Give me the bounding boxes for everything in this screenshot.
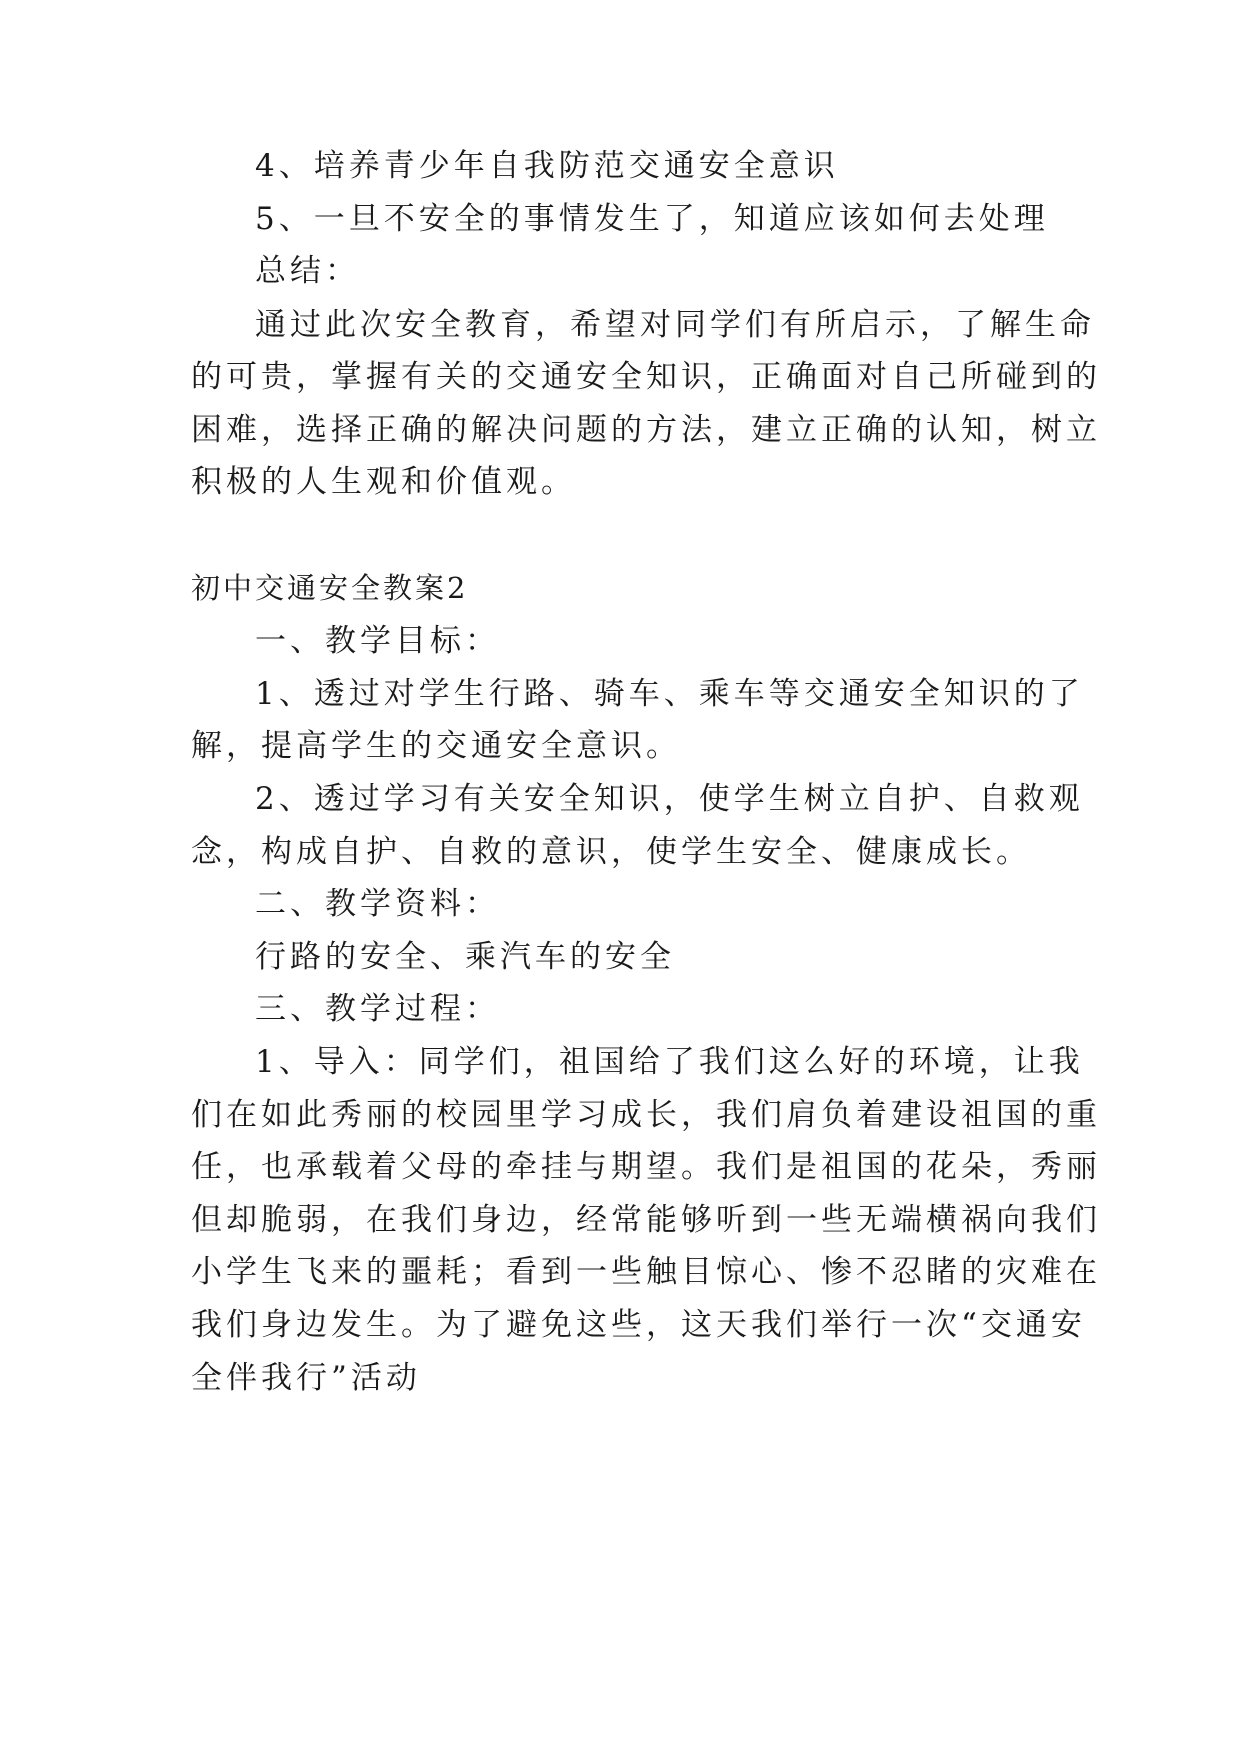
goal1-line: 1、透过对学生行路、骑车、乘车等交通安全知识的了 <box>255 676 1084 712</box>
goal1-line: 解，提高学生的交通安全意识。 <box>191 728 681 764</box>
intro-line: 们在如此秀丽的校园里学习成长，我们肩负着建设祖国的重 <box>191 1097 1101 1133</box>
list-item-4: 4、培养青少年自我防范交通安全意识 <box>255 148 839 184</box>
summary-heading: 总结： <box>255 253 360 289</box>
goal2-line: 念，构成自护、自救的意识，使学生安全、健康成长。 <box>191 834 1031 870</box>
section-title: 初中交通安全教案2 <box>191 571 469 605</box>
summary-line: 的可贵，掌握有关的交通安全知识，正确面对自己所碰到的 <box>191 359 1101 395</box>
process-heading: 三、教学过程： <box>255 991 500 1027</box>
goal2-line: 2、透过学习有关安全知识，使学生树立自护、自救观 <box>255 781 1084 817</box>
list-item-5: 5、一旦不安全的事情发生了，知道应该如何去处理 <box>255 201 1049 237</box>
materials-heading: 二、教学资料： <box>255 886 500 922</box>
intro-line: 全伴我行”活动 <box>191 1360 421 1396</box>
intro-line: 但却脆弱，在我们身边，经常能够听到一些无端横祸向我们 <box>191 1202 1101 1238</box>
intro-line: 我们身边发生。为了避免这些，这天我们举行一次“交通安 <box>191 1307 1086 1343</box>
intro-line: 1、导入：同学们，祖国给了我们这么好的环境，让我 <box>255 1044 1084 1080</box>
summary-line: 困难，选择正确的解决问题的方法，建立正确的认知，树立 <box>191 412 1101 448</box>
materials-text: 行路的安全、乘汽车的安全 <box>255 939 675 975</box>
intro-line: 小学生飞来的噩耗；看到一些触目惊心、惨不忍睹的灾难在 <box>191 1254 1101 1290</box>
intro-line: 任，也承载着父母的牵挂与期望。我们是祖国的花朵，秀丽 <box>191 1149 1101 1185</box>
summary-line: 通过此次安全教育，希望对同学们有所启示，了解生命 <box>255 307 1095 343</box>
goals-heading: 一、教学目标： <box>255 623 500 659</box>
summary-line: 积极的人生观和价值观。 <box>191 464 576 500</box>
